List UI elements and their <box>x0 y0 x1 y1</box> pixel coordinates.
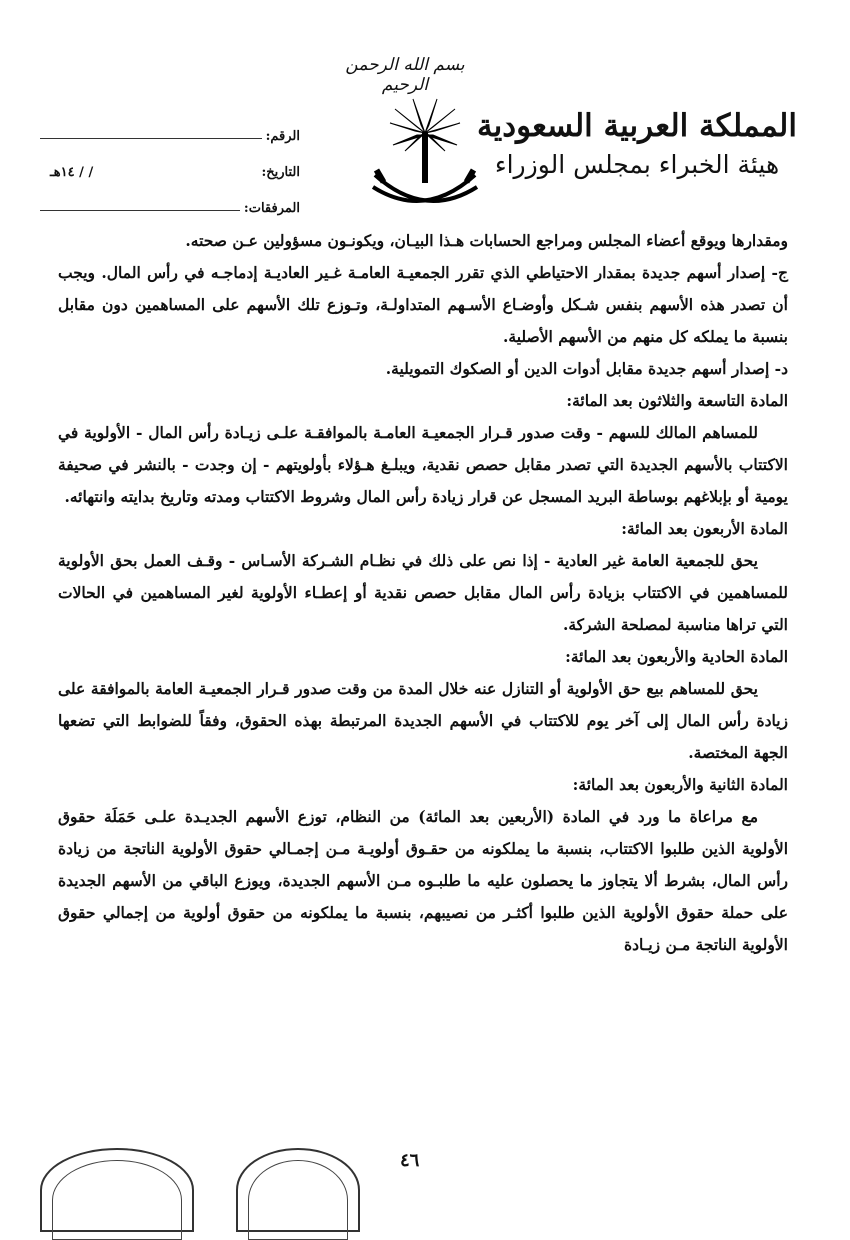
article-140-text: يحق للجمعية العامة غير العادية - إذا نص على ذلك في نظـام الشـركة الأسـاس - وقـف العمل بحق الأولوية للمساهمين في الاكتتاب بزيادة رأس المال مقابل حصص نقدية أو إعطـاء الأولوية لغير المساهمين في الحالات التي تراها مناسبة لمصلحة الشركة. <box>58 551 788 634</box>
article-140-heading: المادة الأربعون بعد المائة: <box>621 519 788 538</box>
official-seal-icon <box>40 1148 194 1232</box>
attachments-row: المرفقات : <box>40 180 300 216</box>
article-139-text: للمساهم المالك للسهم - وقت صدور قـرار الجمعيـة العامـة بالموافقـة علـى زيـادة رأس المال - الأولوية في الاكتتاب بالأسهم الجديدة التي تصدر مقابل حصص نقدية، ويبلـغ هـؤلاء بأولويتهم - إن وجدت - بالنشر في صحيفة يومية أو بإبلاغهم بوساطة البريد المسجل عن قرار زيادة رأس المال وشروط الاكتتاب ومدته وتاريخ بدايته وانتهائه. <box>58 423 788 506</box>
ministry-line1: المملكة العربية السعودية <box>477 108 797 144</box>
paragraph-continuation: ومقدارها ويوقع أعضاء المجلس ومراجع الحسابات هـذا البيـان، ويكونـون مسؤولين عـن صحته. <box>185 231 788 250</box>
date-row: التاريخ : / / ١٤هـ <box>40 144 300 180</box>
clause-c: ج- إصدار أسهم جديدة بمقدار الاحتياطي الذي تقرر الجمعيـة العامـة غـير العاديـة إدماجـه في رأس المال. ويجب أن تصدر هذه الأسهم بنفس شـكل وأوضـاع الأسـهم المتداولـة، وتـوزع تلك الأسهم على المساهمين دون مقابل بنسبة ما يملكه كل منهم من الأسهم الأصلية. <box>58 263 788 346</box>
attachments-label: المرفقات <box>248 201 300 216</box>
attachments-line <box>40 210 240 211</box>
article-142-text: مع مراعاة ما ورد في المادة (الأربعين بعد المائة) من النظام، توزع الأسهم الجديـدة علـى حَمَلَة حقوق الأولوية الذين طلبوا الاكتتاب، بنسبة ما يملكونه من حقـوق أولويـة مـن إجمـالي حقوق الأولوية الناتجة من زيادة رأس المال، بشرط ألا يتجاوز ما يحصلون عليه ما طلبـوه مـن الأسهم الجديدة، ويوزع الباقي من الأسهم الجديدة على حملة حقوق الأولوية الذين طلبوا أكثـر من نصيبهم، بنسبة ما يملكونه من حقوق أولوية من إجمالي حقوق الأولوية الناتجة مـن زيـادة <box>58 807 788 954</box>
article-141-heading: المادة الحادية والأربعون بعد المائة: <box>565 647 788 666</box>
ref-number-label: الرقم <box>270 129 300 144</box>
ref-number-row: الرقم : <box>40 108 300 144</box>
article-141-text: يحق للمساهم بيع حق الأولوية أو التنازل عنه خلال المدة من وقت صدور قـرار الجمعيـة العامة بالموافقة على زيادة رأس المال إلى آخر يوم للاكتتاب في الأسهم الجديدة المرتبطة بهذه الحقوق، وفقاً للضوابط التي تضعها الجهة المختصة. <box>58 679 788 762</box>
official-seal-icon <box>236 1148 360 1232</box>
clause-d: د- إصدار أسهم جديدة مقابل أدوات الدين أو الصكوك التمويلية. <box>385 359 788 378</box>
letterhead <box>0 0 850 235</box>
article-139-heading: المادة التاسعة والثلاثون بعد المائة: <box>566 391 788 410</box>
ref-number-line <box>40 138 262 139</box>
page-number: ٤٦ <box>400 1150 420 1171</box>
basmala: بسم الله الرحمن الرحيم <box>345 55 465 95</box>
ministry-name <box>472 108 802 179</box>
document-meta <box>40 108 300 216</box>
document-body <box>58 225 788 961</box>
article-142-heading: المادة الثانية والأربعون بعد المائة: <box>572 775 788 794</box>
ministry-line2: هيئة الخبراء بمجلس الوزراء <box>494 150 780 179</box>
date-value: / / ١٤هـ <box>50 165 94 180</box>
date-label: التاريخ <box>266 165 300 180</box>
